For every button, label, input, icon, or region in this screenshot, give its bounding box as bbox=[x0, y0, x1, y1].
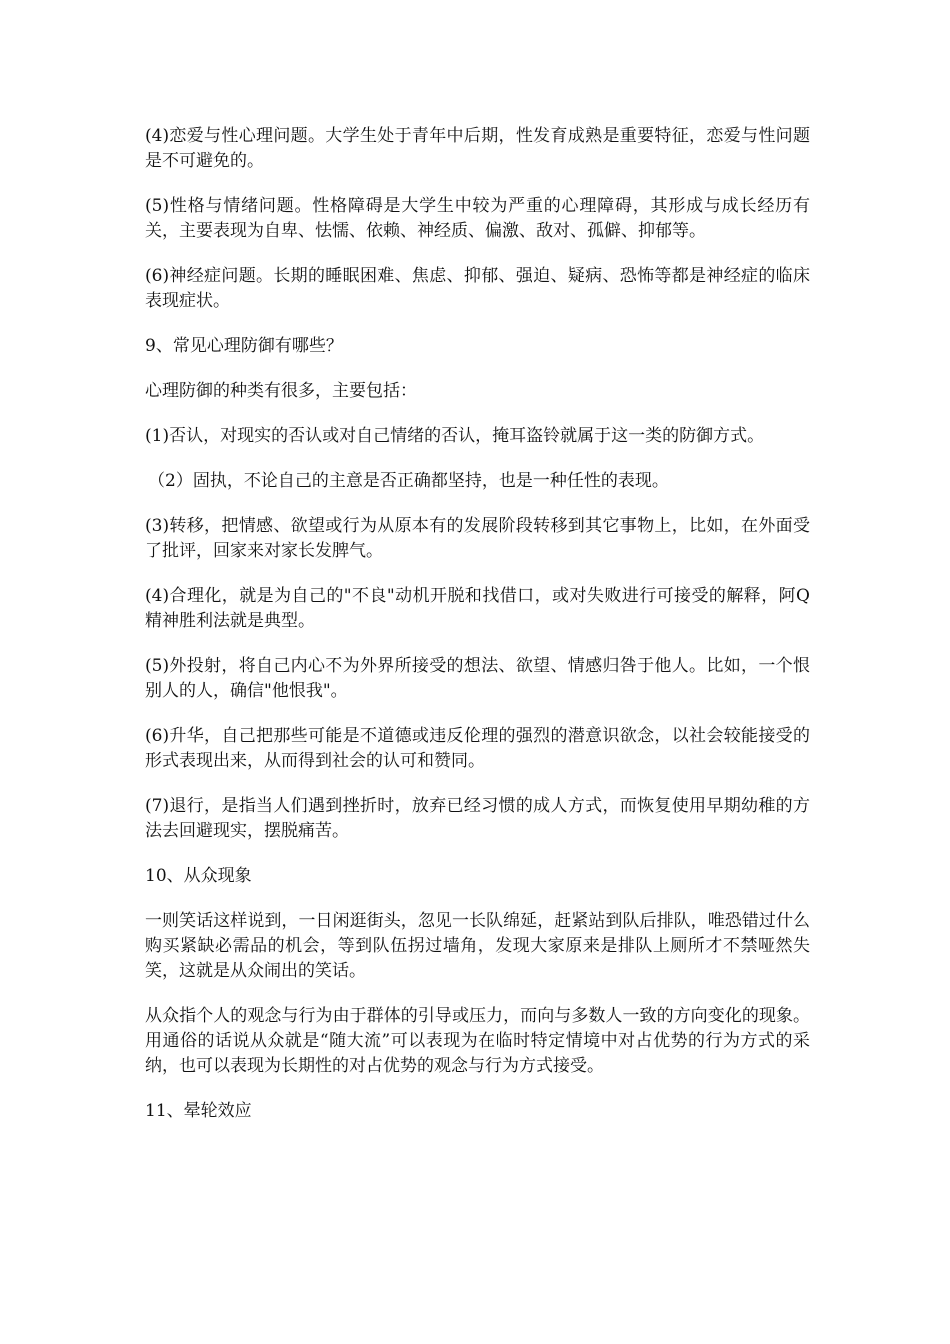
paragraph-displacement: (3)转移，把情感、欲望或行为从原本有的发展阶段转移到其它事物上，比如，在外面受了批评，回家来对家长发脾气。 bbox=[145, 516, 810, 561]
paragraph-conformity-definition: 从众指个人的观念与行为由于群体的引导或压力，而向与多数人一致的方向变化的现象。用通俗的话说从众就是“随大流”可以表现为在临时特定情境中对占优势的行为方式的采纳，也可以表现为长期性的对占优势的观念与行为方式接受。 bbox=[145, 1006, 810, 1076]
section-heading-defense-mechanisms: 9、常见心理防御有哪些？ bbox=[145, 336, 343, 356]
section-heading-conformity: 10、从众现象 bbox=[145, 866, 252, 886]
paragraph-conformity-joke: 一则笑话这样说到，一日闲逛街头，忽见一长队绵延，赶紧站到队后排队，唯恐错过什么购买紧缺必需品的机会，等到队伍拐过墙角，发现大家原来是排队上厕所才不禁哑然失笑，这就是从众闹出的笑话。 bbox=[145, 911, 810, 981]
paragraph-stubbornness: （2）固执，不论自己的主意是否正确都坚持，也是一种任性的表现。 bbox=[148, 471, 669, 491]
paragraph-personality-emotion-issues: (5)性格与情绪问题。性格障碍是大学生中较为严重的心理障碍，其形成与成长经历有关，主要表现为自卑、怯懦、依赖、神经质、偏激、敌对、孤僻、抑郁等。 bbox=[145, 196, 810, 241]
paragraph-rationalization: (4)合理化，就是为自己的"不良"动机开脱和找借口，或对失败进行可接受的解释，阿Q精神胜利法就是典型。 bbox=[145, 586, 810, 631]
paragraph-defense-intro: 心理防御的种类有很多，主要包括： bbox=[145, 381, 417, 401]
paragraph-love-sex-issues: (4)恋爱与性心理问题。大学生处于青年中后期，性发育成熟是重要特征，恋爱与性问题是不可避免的。 bbox=[145, 126, 810, 171]
paragraph-projection: (5)外投射，将自己内心不为外界所接受的想法、欲望、情感归咎于他人。比如，一个恨别人的人，确信"他恨我"。 bbox=[145, 656, 810, 701]
paragraph-sublimation: (6)升华，自己把那些可能是不道德或违反伦理的强烈的潜意识欲念，以社会较能接受的形式表现出来，从而得到社会的认可和赞同。 bbox=[145, 726, 810, 771]
document-body bbox=[145, 124, 810, 1144]
paragraph-denial: (1)否认，对现实的否认或对自己情绪的否认，掩耳盗铃就属于这一类的防御方式。 bbox=[145, 426, 765, 446]
paragraph-neurosis-issues: (6)神经症问题。长期的睡眠困难、焦虑、抑郁、强迫、疑病、恐怖等都是神经症的临床表现症状。 bbox=[145, 266, 810, 311]
paragraph-regression: (7)退行，是指当人们遇到挫折时，放弃已经习惯的成人方式，而恢复使用早期幼稚的方法去回避现实，摆脱痛苦。 bbox=[145, 796, 810, 841]
section-heading-halo-effect: 11、晕轮效应 bbox=[145, 1101, 252, 1121]
